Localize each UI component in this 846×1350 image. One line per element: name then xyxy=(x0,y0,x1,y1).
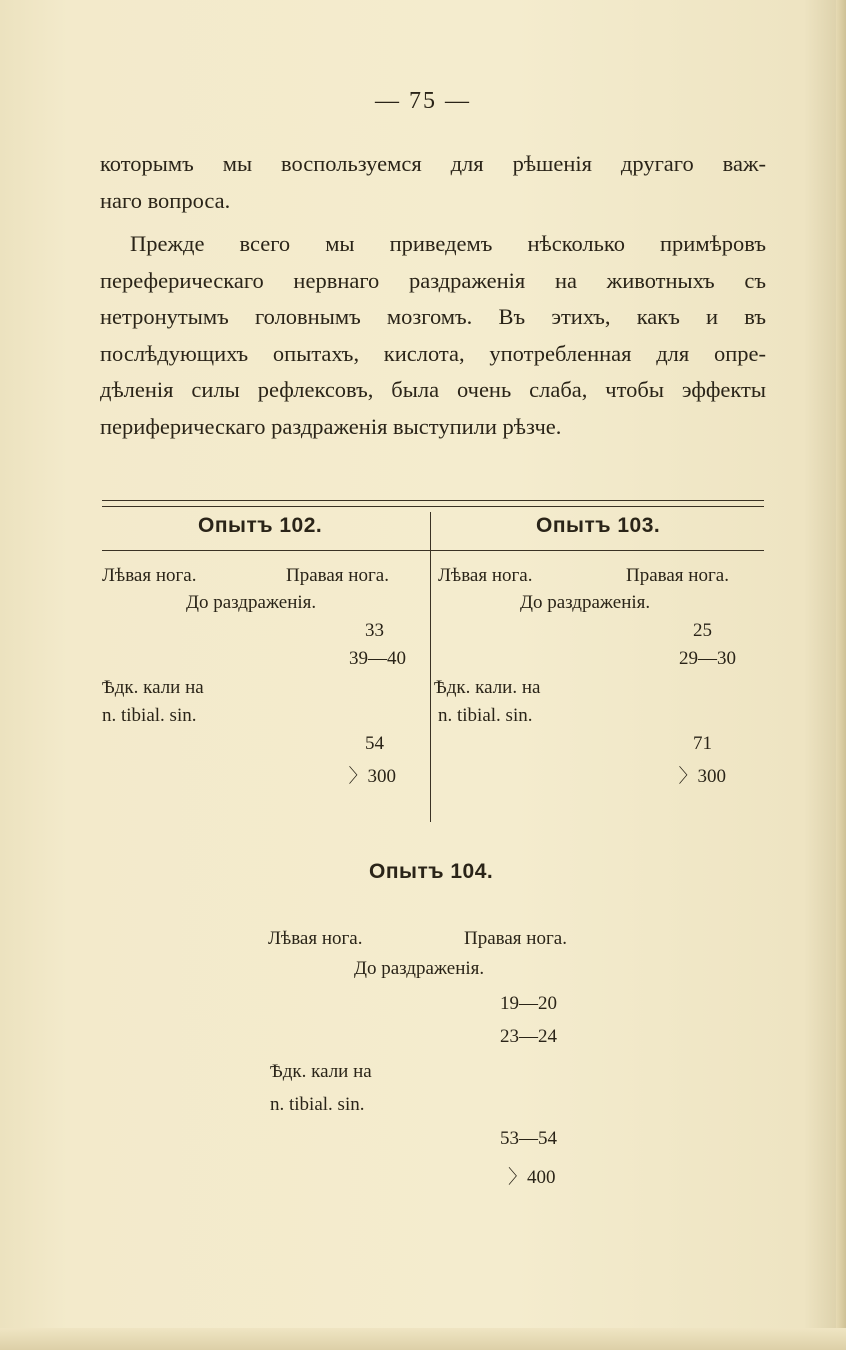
exp104-left-leg-label: Лѣвая нога. xyxy=(268,928,363,949)
exp103-left-leg-label: Лѣвая нога. xyxy=(438,565,533,586)
exp103-stimulus-line2: n. tibial. sin. xyxy=(438,705,533,726)
exp103-value: 29—30 xyxy=(679,648,736,669)
column-divider xyxy=(430,512,431,822)
paragraph-1 xyxy=(100,146,766,219)
exp103-before-label: До раздраженія. xyxy=(520,592,651,613)
page-edge-right xyxy=(836,0,846,1350)
exp103-value: 〉300 xyxy=(678,766,726,787)
exp104-value: 23—24 xyxy=(500,1026,557,1047)
exp103-title: Опытъ 103. xyxy=(536,514,661,537)
table-header-rule xyxy=(102,550,764,551)
page-edge-bottom xyxy=(0,1328,846,1350)
exp104-stimulus-line1: Ѣдк. кали на xyxy=(270,1061,372,1082)
exp104-value: 〉400 xyxy=(508,1167,556,1188)
table-top-rule xyxy=(102,500,764,501)
exp102-title: Опытъ 102. xyxy=(198,514,323,537)
exp102-stimulus-line1: Ѣдк. кали на xyxy=(102,677,204,698)
exp102-right-leg-label: Правая нога. xyxy=(286,565,389,586)
text-line: которымъ мы воспользуемся для рѣшенія другаго важ- xyxy=(100,151,766,176)
text-line: послѣдующихъ опытахъ, кислота, употребленная для опре- xyxy=(100,340,766,366)
exp104-value: 53—54 xyxy=(500,1128,557,1149)
exp102-value: 〉300 xyxy=(348,766,396,787)
paragraph-2 xyxy=(100,226,766,445)
exp102-value: 33 xyxy=(365,620,384,641)
text-line: нетронутымъ головнымъ мозгомъ. Въ этихъ, какъ и въ xyxy=(100,304,766,329)
text-line: переферическаго нервнаго раздраженія на животныхъ съ xyxy=(100,267,766,293)
exp102-before-label: До раздраженія. xyxy=(186,592,317,613)
exp104-value: 19—20 xyxy=(500,993,557,1014)
text-line: Прежде всего мы приведемъ нѣсколько примѣровъ xyxy=(130,231,766,256)
page-number: — 75 — xyxy=(375,88,471,114)
exp104-title: Опытъ 104. xyxy=(369,860,494,883)
exp103-stimulus-line1: Ѣдк. кали. на xyxy=(434,677,541,698)
exp103-value: 25 xyxy=(693,620,712,641)
exp103-value: 71 xyxy=(693,733,712,754)
exp102-value: 39—40 xyxy=(349,648,406,669)
text-line: наго вопроса. xyxy=(100,187,231,213)
exp104-stimulus-line2: n. tibial. sin. xyxy=(270,1094,365,1115)
exp102-stimulus-line2: n. tibial. sin. xyxy=(102,705,197,726)
exp102-value: 54 xyxy=(365,733,384,754)
text-line: дѣленія силы рефлексовъ, была очень слаба, чтобы эффекты xyxy=(100,377,766,402)
text-line: периферическаго раздраженія выступили рѣзче. xyxy=(100,413,562,439)
exp104-before-label: До раздраженія. xyxy=(354,958,485,979)
exp103-right-leg-label: Правая нога. xyxy=(626,565,729,586)
exp104-right-leg-label: Правая нога. xyxy=(464,928,567,949)
table-top-rule-2 xyxy=(102,506,764,507)
exp102-left-leg-label: Лѣвая нога. xyxy=(102,565,197,586)
